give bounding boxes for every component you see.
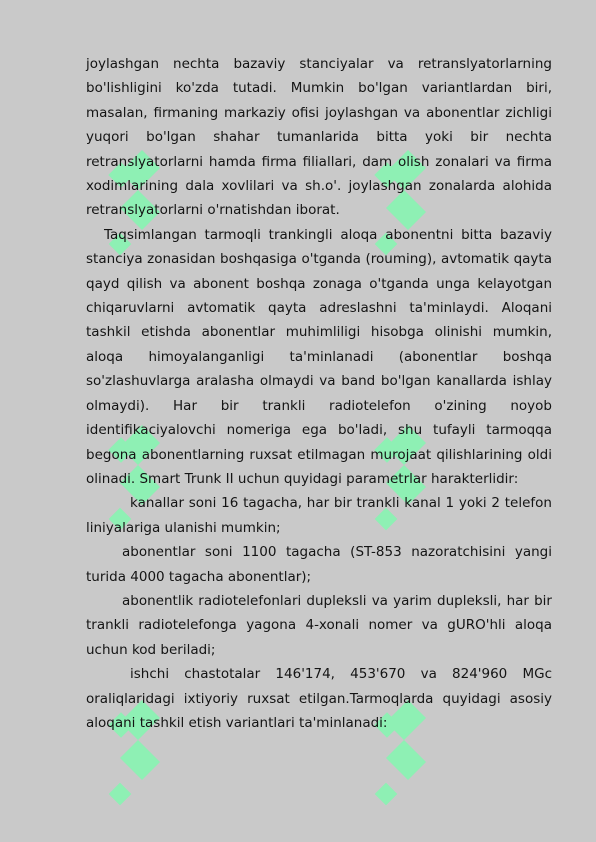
paragraph: Taqsimlangan tarmoqli trankingli aloqa abonentni bitta bazaviy stanciya zonasidan boshqasiga o'tganda (rouming), avtomatik qayta qayd qilish va abonent boshqa zonaga o'tganda unga kelayotgan chiqaruvlarni avtomatik qayta adreslashni ta'minlaydi. Aloqani tashkil etishda abonentlar muhimliligi hisobga olinishi mumkin, aloqa himoyalanganligi ta'minlanadi (abonentlar boshqa so'zlashuvlarga aralasha olmaydi va band bo'lgan kanallarda ishlay olmaydi). Har bir trankli radiotelefon o'zining noyob identifikaciyalovchi nomeriga ega bo'ladi, shu tufayli tarmoqqa begona abonentlarning ruxsat etilmagan murojaat qilishlarining oldi olinadi. Smart Trunk II uchun quyidagi parametrlar harakterlidir: <box>86 226 552 487</box>
list-item: abonentlar soni 1100 tagacha (ST-853 nazoratchisini yangi turida 4000 tagacha abonentlar); <box>86 544 552 585</box>
list-item: kanallar soni 16 tagacha, har bir trankli kanal 1 yoki 2 telefon liniyalariga ulanishi mumkin; <box>86 495 552 536</box>
document-body <box>86 52 552 735</box>
paragraph: joylashgan nechta bazaviy stanciyalar va retranslyatorlarning bo'lishligini ko'zda tutadi. Mumkin bo'lgan variantlardan biri, masalan, firmaning markaziy ofisi joylashgan va abonentlar zichligi yuqori bo'lgan shahar tumanlarida bitta yoki bir nechta retranslyatorlarni hamda firma filiallari, dam olish zonalari va firma xodimlarining dala xovlilari va sh.o'. joylashgan zonalarda alohida retranslyatorlarni o'rnatishdan iborat. <box>86 56 552 219</box>
list-item: ishchi chastotalar 146'174, 453'670 va 824'960 MGc oraliqlaridagi ixtiyoriy ruxsat etilgan.Tarmoqlarda quyidagi asosiy aloqani tashkil etish variantlari ta'minlanadi: <box>86 666 552 731</box>
list-item: abonentlik radiotelefonlari dupleksli va yarim dupleksli, har bir trankli radiotelefonga yagona 4-xonali nomer va gURO'hli aloqa uchun kod beriladi; <box>86 592 552 658</box>
